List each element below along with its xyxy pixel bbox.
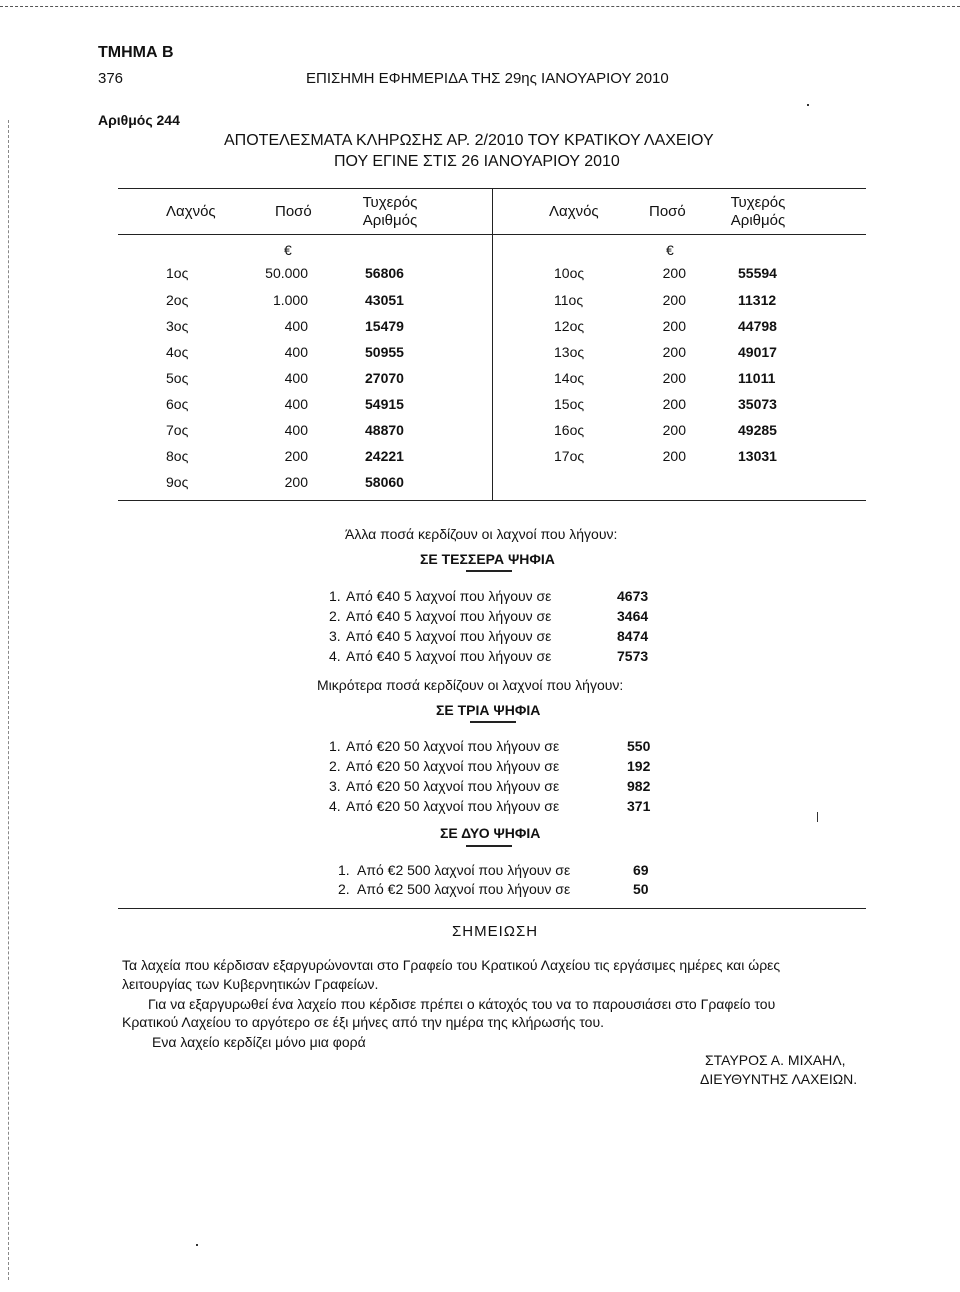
- lucky-number: 44798: [738, 318, 777, 334]
- prize-rank: 17ος: [554, 448, 585, 464]
- item-text: Από €40 5 λαχνοί που λήγουν σε: [346, 628, 552, 644]
- currency-left: €: [284, 242, 292, 258]
- four-digit-heading: ΣΕ ΤΕΣΣΕΡΑ ΨΗΦΙΑ: [420, 551, 555, 567]
- prize-rank: 12ος: [554, 318, 585, 334]
- prize-rank: 10ος: [554, 265, 585, 281]
- item-text: Από €20 50 λαχνοί που λήγουν σε: [346, 758, 560, 774]
- four-digit-underline: [466, 570, 512, 572]
- note-heading: ΣΗΜΕΙΩΣΗ: [452, 923, 539, 940]
- item-number: 371: [627, 798, 651, 814]
- prize-rank: 16ος: [554, 422, 585, 438]
- item-number: 8474: [617, 628, 649, 644]
- prize-amount: 400: [284, 318, 308, 334]
- item-number: 3464: [617, 608, 649, 624]
- prize-amount: 200: [662, 318, 686, 334]
- lucky-number: 56806: [365, 265, 404, 281]
- item-number: 7573: [617, 648, 649, 664]
- prize-rank: 6ος: [166, 396, 189, 412]
- two-digit-heading: ΣΕ ΔΥΟ ΨΗΦΙΑ: [440, 825, 541, 841]
- item-index: 2.: [329, 608, 341, 624]
- signatory-name: ΣΤΑΥΡΟΣ Α. ΜΙΧΑΗΛ,: [705, 1052, 846, 1068]
- three-digit-heading: ΣΕ ΤΡΙΑ ΨΗΦΙΑ: [436, 702, 541, 718]
- doc-title-line2: ΠΟΥ ΕΓΙΝΕ ΣΤΙΣ 26 ΙΑΝΟΥΑΡΙΟΥ 2010: [334, 153, 620, 170]
- prize-amount: 200: [662, 422, 686, 438]
- lucky-number: 58060: [365, 474, 404, 490]
- header-lottery-right: Λαχνός: [549, 203, 599, 220]
- table-bottom-rule: [118, 500, 866, 501]
- prize-amount: 50.000: [265, 265, 308, 281]
- prize-amount: 200: [284, 448, 308, 464]
- item-text: Από €40 5 λαχνοί που λήγουν σε: [346, 608, 552, 624]
- table-column-divider: [492, 188, 493, 500]
- number-label: Αριθμός 244: [98, 112, 180, 128]
- item-index: 2.: [329, 758, 341, 774]
- smaller-prizes-intro: Μικρότερα ποσά κερδίζουν οι λαχνοί που λήγουν:: [317, 677, 624, 693]
- lucky-number: 24221: [365, 448, 404, 464]
- signatory-title: ΔΙΕΥΘΥΝΤΗΣ ΛΑΧΕΙΩΝ.: [700, 1071, 858, 1087]
- note-paragraph-3: Ενα λαχείο κερδίζει μόνο μια φορά: [152, 1034, 366, 1050]
- lucky-number: 11011: [738, 370, 776, 386]
- lucky-number: 35073: [738, 396, 777, 412]
- prize-rank: 4ος: [166, 344, 189, 360]
- scan-speck: [196, 1244, 198, 1246]
- lucky-number: 43051: [365, 292, 404, 308]
- item-index: 3.: [329, 628, 341, 644]
- lucky-number: 27070: [365, 370, 404, 386]
- item-text: Από €20 50 λαχνοί που λήγουν σε: [346, 798, 560, 814]
- prize-amount: 200: [662, 292, 686, 308]
- lucky-number: 48870: [365, 422, 404, 438]
- item-index: 3.: [329, 778, 341, 794]
- prize-rank: 5ος: [166, 370, 189, 386]
- prize-rank: 3ος: [166, 318, 189, 334]
- item-number: 550: [627, 738, 651, 754]
- item-number: 982: [627, 778, 651, 794]
- header-number-left-2: Αριθμός: [362, 212, 418, 229]
- top-scan-edge: [0, 6, 960, 7]
- prize-rank: 8ος: [166, 448, 189, 464]
- item-index: 1.: [329, 738, 341, 754]
- prize-amount: 200: [284, 474, 308, 490]
- item-number: 69: [633, 862, 649, 878]
- item-text: Από €40 5 λαχνοί που λήγουν σε: [346, 648, 552, 664]
- prize-amount: 200: [662, 448, 686, 464]
- note-paragraph-1-line2: λειτουργίας των Κυβερνητικών Γραφείων.: [122, 976, 379, 992]
- item-text: Από €20 50 λαχνοί που λήγουν σε: [346, 778, 560, 794]
- prize-amount: 400: [284, 370, 308, 386]
- gazette-title: ΕΠΙΣΗΜΗ ΕΦΗΜΕΡΙΔΑ ΤΗΣ 29ης ΙΑΝΟΥΑΡΙΟΥ 2010: [306, 70, 669, 87]
- item-number: 192: [627, 758, 651, 774]
- item-index: 1.: [338, 862, 350, 878]
- item-index: 4.: [329, 648, 341, 664]
- section-label: ΤΜΗΜΑ Β: [98, 44, 174, 61]
- lucky-number: 54915: [365, 396, 404, 412]
- prize-rank: 11ος: [554, 292, 584, 308]
- note-paragraph-2-line1: Για να εξαργυρωθεί ένα λαχείο που κέρδισε πρέπει ο κάτοχός του να το παρουσιάσει στο Γραφείο του: [148, 996, 776, 1012]
- prize-rank: 14ος: [554, 370, 585, 386]
- prize-rank: 15ος: [554, 396, 585, 412]
- header-number-right-1: Τυχερός: [730, 194, 786, 211]
- prize-amount: 200: [662, 265, 686, 281]
- item-index: 1.: [329, 588, 341, 604]
- scan-speck: [807, 104, 809, 106]
- prize-amount: 400: [284, 422, 308, 438]
- three-digit-underline: [470, 721, 516, 723]
- item-number: 4673: [617, 588, 649, 604]
- item-index: 4.: [329, 798, 341, 814]
- prize-amount: 200: [662, 344, 686, 360]
- prize-amount: 1.000: [272, 292, 308, 308]
- lucky-number: 49017: [738, 344, 777, 360]
- prize-amount: 200: [662, 370, 686, 386]
- lucky-number: 55594: [738, 265, 777, 281]
- header-number-left-1: Τυχερός: [362, 194, 418, 211]
- prize-amount: 400: [284, 344, 308, 360]
- lucky-number: 13031: [738, 448, 777, 464]
- prize-amount: 200: [662, 396, 686, 412]
- two-digit-underline: [466, 845, 512, 847]
- currency-right: €: [666, 242, 674, 258]
- lucky-number: 49285: [738, 422, 777, 438]
- item-text: Από €2 500 λαχνοί που λήγουν σε: [357, 862, 571, 878]
- prize-rank: 7ος: [166, 422, 189, 438]
- prize-rank: 1ος: [166, 265, 189, 281]
- note-paragraph-1-line1: Τα λαχεία που κέρδισαν εξαργυρώνονται στο Γραφείο του Κρατικού Λαχείου τις εργάσιμες ημέρες και ώρες: [122, 957, 781, 973]
- other-prizes-intro: Άλλα ποσά κερδίζουν οι λαχνοί που λήγουν:: [345, 526, 618, 542]
- doc-title-line1: ΑΠΟΤΕΛΕΣΜΑΤΑ ΚΛΗΡΩΣΗΣ ΑΡ. 2/2010 ΤΟΥ ΚΡΑΤΙΚΟΥ ΛΑΧΕΙΟΥ: [224, 132, 714, 149]
- prize-rank: 9ος: [166, 474, 189, 490]
- left-scan-edge: [8, 120, 9, 1280]
- note-paragraph-2-line2: Κρατικού Λαχείου το αργότερο σε έξι μήνες από την ημέρα της κλήρωσής του.: [122, 1014, 605, 1030]
- header-lottery-left: Λαχνός: [166, 203, 216, 220]
- item-text: Από €20 50 λαχνοί που λήγουν σε: [346, 738, 560, 754]
- scan-speck: [817, 812, 818, 822]
- prize-rank: 13ος: [554, 344, 585, 360]
- page-number: 376: [98, 70, 124, 87]
- lucky-number: 11312: [738, 292, 777, 308]
- item-text: Από €40 5 λαχνοί που λήγουν σε: [346, 588, 552, 604]
- section-divider: [118, 908, 866, 909]
- lucky-number: 15479: [365, 318, 404, 334]
- item-index: 2.: [338, 881, 350, 897]
- header-amount-right: Ποσό: [649, 203, 686, 220]
- item-text: Από €2 500 λαχνοί που λήγουν σε: [357, 881, 571, 897]
- header-amount-left: Ποσό: [275, 203, 312, 220]
- prize-rank: 2ος: [166, 292, 189, 308]
- prize-amount: 400: [284, 396, 308, 412]
- lucky-number: 50955: [365, 344, 404, 360]
- header-number-right-2: Αριθμός: [730, 212, 786, 229]
- item-number: 50: [633, 881, 649, 897]
